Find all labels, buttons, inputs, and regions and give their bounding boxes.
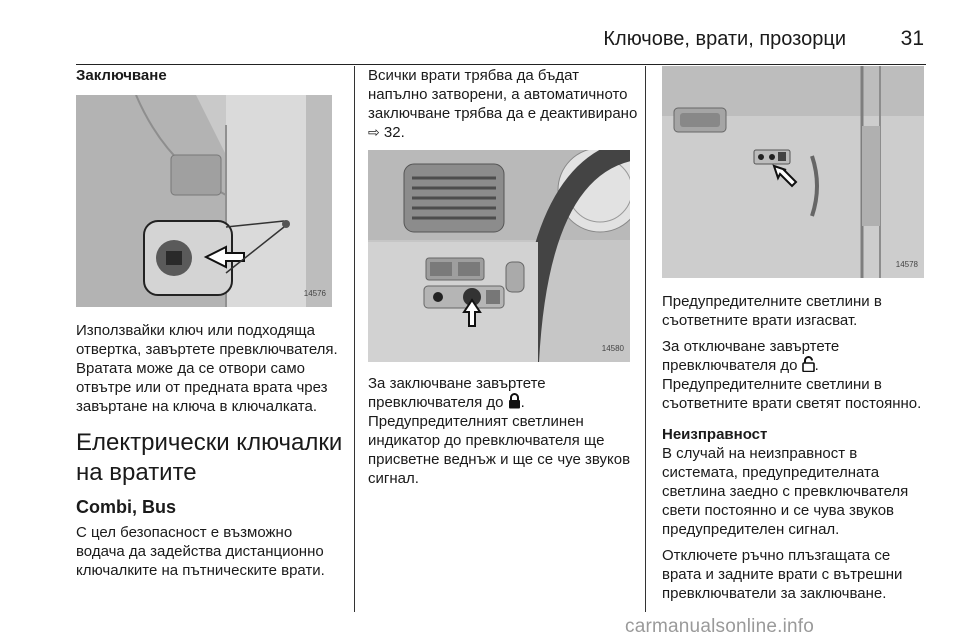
dashboard-switch-illustration <box>368 150 630 362</box>
header-title: Ключове, врати, прозорци <box>603 28 846 50</box>
page-reference-arrow-icon: ⇨ <box>368 124 380 140</box>
doors-closed-text: Всички врати трябва да бъдат напълно затворени, а автоматичното заключване трябва да е деактивирано <box>368 67 638 122</box>
figure-code: 14576 <box>303 289 326 298</box>
figure-code: 14578 <box>895 260 918 269</box>
locking-heading: Заключване <box>76 67 167 84</box>
column-2 <box>368 66 638 495</box>
lock-instruction-text: За заключване завъртете превключвателя до <box>368 375 546 411</box>
page-number: 31 <box>900 27 924 50</box>
door-lock-drawing <box>76 95 332 307</box>
closed-lock-icon <box>508 393 521 409</box>
open-lock-icon <box>802 356 815 372</box>
door-panel-illustration <box>662 66 924 278</box>
column-3 <box>662 66 928 610</box>
dashboard-drawing <box>368 150 630 362</box>
remote-lock-paragraph: С цел безопасност е възможно водача да задейства дистанционно ключалките на пътническите врати. <box>76 524 325 579</box>
section-title <box>76 428 344 488</box>
section-title-line1: Електрически ключалки <box>76 429 343 456</box>
figure-code: 14580 <box>601 344 624 353</box>
fault-paragraph: В случай на неизправност в системата, предупредителната светлина заедно с превключвателя свети постоянно и се чува звуков предупредителен сигнал. <box>662 445 909 538</box>
unlock-instruction-text: За отключване завъртете превключвателя до <box>662 338 840 374</box>
manual-unlock-paragraph: Отключете ръчно плъзгащата се врата и задните врати с вътрешни превключватели за заключване. <box>662 547 903 602</box>
column-divider-1 <box>354 66 355 612</box>
unlock-instruction-paragraph: За отключване завъртете превключвателя до . Предупредителните светлини в съответните врати светят постоянно. <box>662 338 922 412</box>
page-reference: 32. <box>383 124 405 141</box>
column-1 <box>76 66 344 587</box>
section-title-line2: на вратите <box>76 459 197 486</box>
lock-indicator-text: Предупредителният светлинен индикатор до превключвателя ще присветне веднъж и ще се чуе звуков сигнал. <box>368 413 631 487</box>
doors-closed-paragraph <box>368 66 638 142</box>
key-lock-paragraph: Използвайки ключ или подходяща отвертка, завъртете превключвателя. Вратата може да се отвори само отвътре или от предната врата чрез завъртане на ключа в ключалката. <box>76 322 338 415</box>
watermark: carmanualsonline.info <box>625 616 815 637</box>
header-rule <box>76 64 926 65</box>
lock-instruction-paragraph: За заключване завъртете превключвателя до . Предупредителният светлинен индикатор до превключвателя ще присветне веднъж и ще се чуе звуков сигнал. <box>368 375 631 487</box>
unlock-indicator-text: Предупредителните светлини в съответните врати светят постоянно. <box>662 376 922 412</box>
door-lock-illustration <box>76 95 332 307</box>
door-panel-drawing <box>662 66 924 278</box>
model-subheading: Combi, Bus <box>76 497 177 517</box>
page-header <box>76 22 926 52</box>
warning-lights-off-paragraph: Предупредителните светлини в съответните врати изгасват. <box>662 293 882 329</box>
column-divider-2 <box>645 66 646 612</box>
fault-heading: Неизправност <box>662 426 768 443</box>
